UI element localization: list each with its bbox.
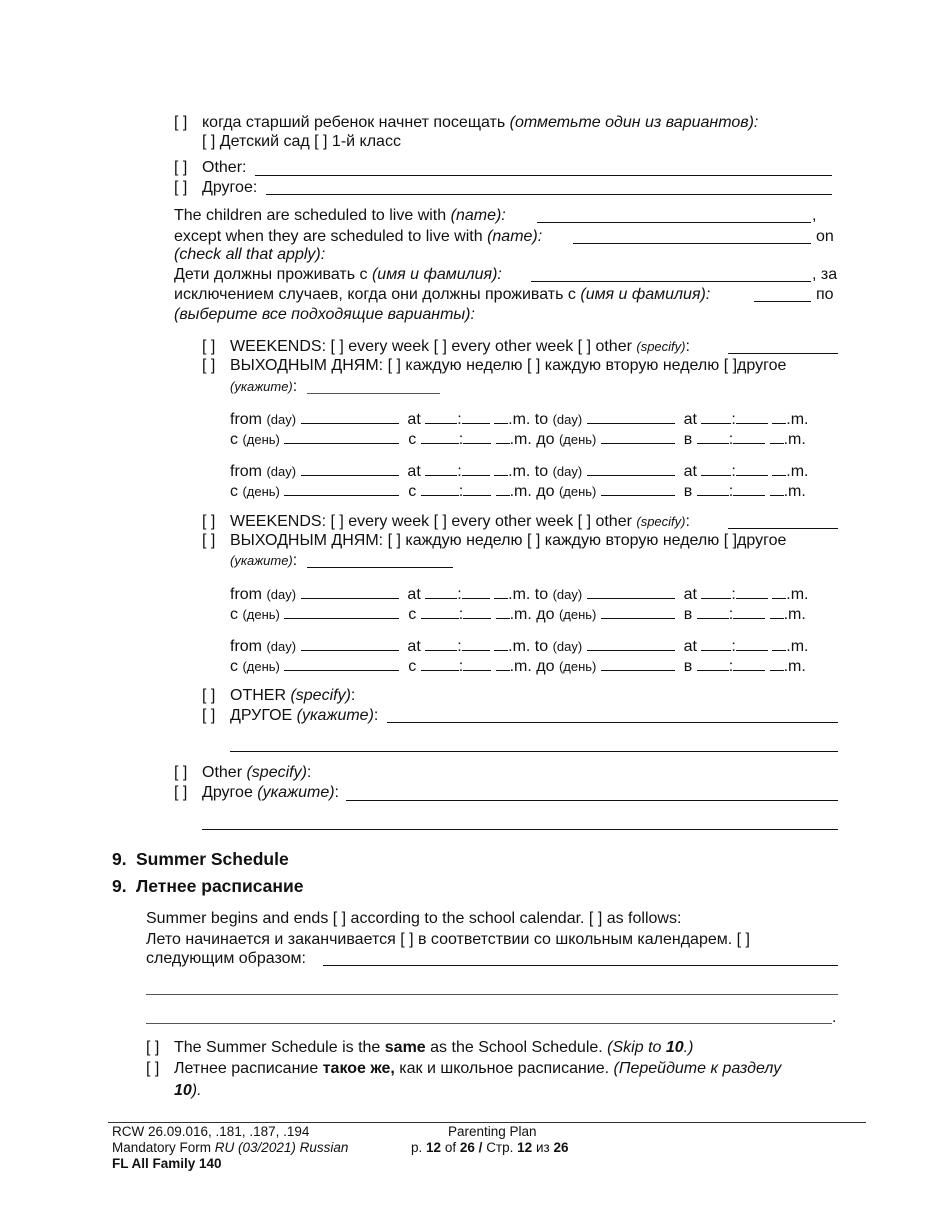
minute-field[interactable] bbox=[736, 408, 768, 424]
colon: : bbox=[685, 338, 690, 355]
colon: : bbox=[731, 463, 736, 480]
checkbox[interactable]: [ ] bbox=[202, 357, 216, 374]
hour-field[interactable] bbox=[701, 460, 731, 476]
day-label: (day) bbox=[552, 412, 583, 427]
v-label: в bbox=[683, 606, 693, 623]
hour-field[interactable] bbox=[421, 428, 459, 444]
m-label: .m. bbox=[786, 586, 809, 603]
ampm-field[interactable] bbox=[494, 635, 508, 651]
time-row-en bbox=[230, 460, 808, 481]
section-9-title-en bbox=[112, 850, 289, 869]
skip-ru-number-line bbox=[174, 1081, 202, 1100]
other-specify-ru bbox=[202, 706, 378, 725]
section-title: Летнее расписание bbox=[136, 876, 304, 896]
m-do-label: .m. до bbox=[509, 658, 555, 675]
weekends-en-label: WEEKENDS: [ ] every week [ ] every other week [ ] other bbox=[230, 513, 632, 530]
weekends-en-row-1 bbox=[202, 337, 690, 356]
page-number-ru: 12 bbox=[517, 1140, 533, 1155]
other2-field-2[interactable] bbox=[202, 829, 838, 830]
except-ru-name-field[interactable] bbox=[754, 301, 811, 302]
to-day-field[interactable] bbox=[587, 408, 675, 424]
skip-ru-text: (Перейдите к разделу bbox=[613, 1060, 782, 1077]
other-en-label: Other: bbox=[202, 159, 247, 176]
den-label: (день) bbox=[242, 484, 280, 499]
from-label: from bbox=[230, 638, 262, 655]
other2-ru bbox=[174, 783, 339, 802]
m-to-label: .m. to bbox=[508, 638, 549, 655]
colon: : bbox=[306, 764, 312, 781]
section-title: Summer Schedule bbox=[136, 849, 289, 869]
checkbox[interactable]: [ ] bbox=[174, 159, 188, 176]
from-day-field[interactable] bbox=[284, 603, 399, 619]
at-label: at bbox=[407, 411, 421, 428]
to-day-field[interactable] bbox=[601, 655, 675, 671]
colon: : bbox=[458, 483, 464, 500]
other2-field[interactable] bbox=[346, 800, 838, 801]
from-day-field[interactable] bbox=[301, 408, 399, 424]
from-day-field[interactable] bbox=[301, 635, 399, 651]
colon: : bbox=[728, 431, 734, 448]
checkbox[interactable]: [ ] bbox=[202, 513, 216, 530]
time-row-ru bbox=[230, 480, 806, 501]
section-9-title-ru bbox=[112, 877, 303, 896]
drugoe-label: ДРУГОЕ bbox=[230, 707, 293, 724]
weekends-ru-row-1 bbox=[202, 356, 786, 375]
den-label: (день) bbox=[558, 432, 597, 447]
s-label: с bbox=[230, 606, 238, 623]
colon: : bbox=[350, 687, 356, 704]
hour-field[interactable] bbox=[425, 583, 457, 599]
minute-field[interactable] bbox=[733, 428, 765, 444]
ampm-field[interactable] bbox=[494, 408, 508, 424]
footer-rule bbox=[108, 1122, 866, 1123]
hour-field[interactable] bbox=[697, 428, 729, 444]
v-label: в bbox=[683, 483, 693, 500]
day-label: (day) bbox=[266, 639, 297, 654]
hour-field[interactable] bbox=[425, 460, 457, 476]
mandatory-version: RU (03/2021) Russian bbox=[214, 1140, 349, 1155]
minute-field[interactable] bbox=[462, 460, 490, 476]
summer-line1: Summer begins and ends [ ] according to the school calendar. [ ] as follows: bbox=[146, 910, 682, 927]
hour-field[interactable] bbox=[697, 603, 729, 619]
to-day-field[interactable] bbox=[587, 635, 675, 651]
colon: : bbox=[731, 586, 736, 603]
same-schedule-ru bbox=[146, 1059, 781, 1078]
checkbox[interactable]: [ ] bbox=[146, 1039, 160, 1056]
m-label: .m. bbox=[783, 431, 806, 448]
same-ru-bold: такое же, bbox=[322, 1060, 395, 1077]
s-label: с bbox=[408, 483, 417, 500]
minute-field[interactable] bbox=[463, 603, 491, 619]
s-label: с bbox=[408, 431, 417, 448]
ampm-field[interactable] bbox=[494, 583, 508, 599]
colon: : bbox=[457, 638, 462, 655]
skip-ru-number: 10 bbox=[174, 1082, 192, 1099]
m-label: .m. bbox=[783, 658, 806, 675]
skip-number: 10 bbox=[665, 1039, 684, 1056]
v-label: в bbox=[683, 431, 693, 448]
ukazhite-field-1[interactable] bbox=[307, 393, 440, 394]
colon: : bbox=[728, 658, 734, 675]
colon: : bbox=[457, 463, 462, 480]
hour-field[interactable] bbox=[421, 655, 459, 671]
live-ru-name-field[interactable] bbox=[531, 281, 811, 282]
m-do-label: .m. до bbox=[509, 606, 555, 623]
den-label: (день) bbox=[242, 432, 280, 447]
period: . bbox=[832, 1009, 837, 1026]
time-row-ru bbox=[230, 428, 806, 449]
m-to-label: .m. to bbox=[508, 586, 549, 603]
ukazhite-label: (укажите) bbox=[296, 707, 374, 724]
summer-line3: следующим образом: bbox=[146, 950, 306, 967]
footer-page bbox=[411, 1140, 568, 1156]
s-label: с bbox=[230, 483, 238, 500]
weekends-ru-row-2 bbox=[202, 531, 786, 550]
day-label: (day) bbox=[266, 464, 297, 479]
same-en-text: The Summer Schedule is the bbox=[174, 1039, 381, 1056]
other-en-field[interactable] bbox=[255, 175, 832, 176]
same-en-text2: as the School Schedule. bbox=[430, 1039, 603, 1056]
weekends-specify-field-2[interactable] bbox=[728, 528, 838, 529]
hour-field[interactable] bbox=[421, 603, 459, 619]
day-label: (day) bbox=[552, 639, 583, 654]
minute-field[interactable] bbox=[733, 603, 765, 619]
minute-field[interactable] bbox=[736, 635, 768, 651]
weekends-en-label: WEEKENDS: [ ] every week [ ] every other week [ ] other bbox=[230, 338, 632, 355]
live-ru-line1 bbox=[174, 265, 502, 284]
colon: : bbox=[292, 552, 298, 569]
ukazhite-label: (укажите) bbox=[257, 784, 335, 801]
minute-field[interactable] bbox=[733, 480, 765, 496]
day-label: (day) bbox=[552, 464, 583, 479]
checkbox[interactable]: [ ] bbox=[202, 532, 216, 549]
ampm-field[interactable] bbox=[496, 428, 510, 444]
hour-field[interactable] bbox=[701, 583, 731, 599]
other2-label: Other bbox=[202, 764, 243, 781]
minute-field[interactable] bbox=[463, 655, 491, 671]
minute-field[interactable] bbox=[736, 583, 768, 599]
den-label: (день) bbox=[558, 607, 597, 622]
summer-line2: Лето начинается и заканчивается [ ] в соответствии со школьным календарем. [ ] bbox=[146, 931, 750, 948]
school-options[interactable]: [ ] Детский сад [ ] 1-й класс bbox=[202, 133, 401, 150]
ampm-field[interactable] bbox=[496, 655, 510, 671]
hour-field[interactable] bbox=[425, 408, 457, 424]
other-ru-label: Другое: bbox=[202, 179, 258, 196]
live-ru-note: (имя и фамилия): bbox=[371, 266, 502, 283]
at-label: at bbox=[683, 463, 697, 480]
colon: : bbox=[457, 586, 462, 603]
weekends-ru-label: ВЫХОДНЫМ ДНЯМ: [ ] каждую неделю [ ] каждую вторую неделю [ ]другое bbox=[230, 357, 787, 374]
hour-field[interactable] bbox=[697, 655, 729, 671]
other-en-row bbox=[174, 158, 246, 177]
at-label: at bbox=[407, 586, 421, 603]
except-ru-text: исключением случаев, когда они должны проживать с bbox=[174, 286, 576, 303]
checkbox[interactable]: [ ] bbox=[174, 114, 188, 131]
oldest-child-text: когда старший ребенок начнет посещать bbox=[202, 114, 506, 131]
m-label: .m. bbox=[786, 638, 809, 655]
m-label: .m. bbox=[783, 483, 806, 500]
den-label: (день) bbox=[558, 484, 597, 499]
colon: : bbox=[458, 658, 464, 675]
live-ru-line2 bbox=[174, 285, 710, 304]
m-label: .m. bbox=[786, 463, 809, 480]
oldest-child-row bbox=[174, 113, 758, 132]
specify-label: (specify) bbox=[636, 339, 686, 354]
same-schedule-en bbox=[146, 1038, 693, 1057]
to-day-field[interactable] bbox=[587, 583, 675, 599]
live-en-line1 bbox=[174, 206, 506, 225]
ampm-field[interactable] bbox=[496, 480, 510, 496]
ampm-field[interactable] bbox=[770, 428, 784, 444]
on-text: on bbox=[816, 228, 834, 245]
comma: , bbox=[812, 207, 817, 224]
ampm-field[interactable] bbox=[770, 480, 784, 496]
skip-ru-end: ). bbox=[191, 1082, 202, 1099]
to-day-field[interactable] bbox=[601, 428, 675, 444]
colon: : bbox=[457, 411, 462, 428]
at-label: at bbox=[683, 586, 697, 603]
colon: : bbox=[292, 378, 298, 395]
footer-form-id: FL All Family 140 bbox=[112, 1156, 222, 1171]
same-en-bold: same bbox=[384, 1039, 426, 1056]
m-do-label: .m. до bbox=[509, 431, 555, 448]
live-name-field[interactable] bbox=[537, 222, 811, 223]
time-row-en bbox=[230, 583, 808, 604]
hour-field[interactable] bbox=[701, 408, 731, 424]
hour-field[interactable] bbox=[425, 635, 457, 651]
other-specify-field-2[interactable] bbox=[230, 751, 838, 752]
m-to-label: .m. to bbox=[508, 463, 549, 480]
specify-label: (specify) bbox=[246, 764, 307, 781]
to-day-field[interactable] bbox=[587, 460, 675, 476]
from-label: from bbox=[230, 463, 262, 480]
colon: : bbox=[458, 431, 464, 448]
colon: : bbox=[731, 638, 736, 655]
summer-field-1[interactable] bbox=[323, 965, 838, 966]
time-row-ru bbox=[230, 603, 806, 624]
ampm-field[interactable] bbox=[772, 635, 786, 651]
colon: : bbox=[685, 513, 690, 530]
from-label: from bbox=[230, 586, 262, 603]
mandatory-text: Mandatory Form bbox=[112, 1140, 212, 1155]
from-day-field[interactable] bbox=[284, 655, 399, 671]
section-number: 9. bbox=[112, 876, 127, 896]
live-en-text: The children are scheduled to live with bbox=[174, 207, 447, 224]
skip-note bbox=[607, 1039, 693, 1056]
minute-field[interactable] bbox=[463, 428, 491, 444]
za-text: , за bbox=[812, 266, 838, 283]
day-label: (day) bbox=[266, 412, 297, 427]
other-ru-field[interactable] bbox=[266, 194, 832, 195]
check-all-ru: (выберите все подходящие варианты): bbox=[174, 306, 475, 323]
s-label: с bbox=[230, 658, 238, 675]
from-day-field[interactable] bbox=[301, 583, 399, 599]
except-note: (name): bbox=[487, 228, 543, 245]
same-ru-text2: как и школьное расписание. bbox=[399, 1060, 610, 1077]
minute-field[interactable] bbox=[462, 635, 490, 651]
colon: : bbox=[728, 606, 734, 623]
s-label: с bbox=[408, 606, 417, 623]
colon: : bbox=[731, 411, 736, 428]
at-label: at bbox=[407, 463, 421, 480]
checkbox[interactable]: [ ] bbox=[174, 179, 188, 196]
at-label: at bbox=[683, 411, 697, 428]
m-do-label: .m. до bbox=[509, 483, 555, 500]
checkbox[interactable]: [ ] bbox=[202, 338, 216, 355]
ampm-field[interactable] bbox=[770, 603, 784, 619]
colon: : bbox=[458, 606, 464, 623]
time-row-en bbox=[230, 635, 808, 656]
m-label: .m. bbox=[786, 411, 809, 428]
minute-field[interactable] bbox=[462, 408, 490, 424]
ampm-field[interactable] bbox=[772, 408, 786, 424]
except-name-field[interactable] bbox=[573, 243, 811, 244]
m-label: .m. bbox=[783, 606, 806, 623]
str-label: Стр. bbox=[486, 1140, 514, 1155]
same-ru-text: Летнее расписание bbox=[174, 1060, 319, 1077]
ampm-field[interactable] bbox=[772, 460, 786, 476]
ukazhite-row-2 bbox=[230, 551, 297, 570]
live-en-note: (name): bbox=[450, 207, 506, 224]
skip-text: (Skip to bbox=[607, 1039, 662, 1056]
from-day-field[interactable] bbox=[301, 460, 399, 476]
checkbox[interactable]: [ ] bbox=[202, 687, 216, 704]
summer-field-3[interactable] bbox=[146, 1023, 832, 1024]
colon: : bbox=[373, 707, 379, 724]
at-label: at bbox=[407, 638, 421, 655]
other-specify-en bbox=[202, 686, 355, 705]
den-label: (день) bbox=[242, 659, 280, 674]
section-number: 9. bbox=[112, 849, 127, 869]
oldest-child-note: (отметьте один из вариантов): bbox=[509, 114, 759, 131]
page-total: 26 bbox=[459, 1140, 475, 1155]
iz-label: из bbox=[535, 1140, 550, 1155]
ukazhite-label: (укажите) bbox=[230, 553, 293, 568]
day-label: (day) bbox=[552, 587, 583, 602]
to-day-field[interactable] bbox=[601, 480, 675, 496]
specify-label: (specify) bbox=[636, 514, 686, 529]
s-label: с bbox=[230, 431, 238, 448]
s-label: с bbox=[408, 658, 417, 675]
checkbox[interactable]: [ ] bbox=[174, 784, 188, 801]
minute-field[interactable] bbox=[463, 480, 491, 496]
ampm-field[interactable] bbox=[772, 583, 786, 599]
po-text: по bbox=[816, 286, 834, 303]
hour-field[interactable] bbox=[701, 635, 731, 651]
day-label: (day) bbox=[266, 587, 297, 602]
minute-field[interactable] bbox=[462, 583, 490, 599]
from-day-field[interactable] bbox=[284, 428, 399, 444]
page-number: 12 bbox=[426, 1140, 442, 1155]
time-row-ru bbox=[230, 655, 806, 676]
v-label: в bbox=[683, 658, 693, 675]
from-label: from bbox=[230, 411, 262, 428]
summer-field-2[interactable] bbox=[146, 994, 838, 995]
colon: : bbox=[728, 483, 734, 500]
slash: / bbox=[478, 1140, 483, 1155]
time-row-en bbox=[230, 408, 808, 429]
hour-field[interactable] bbox=[421, 480, 459, 496]
weekends-specify-field-1[interactable] bbox=[728, 353, 838, 354]
at-label: at bbox=[683, 638, 697, 655]
m-to-label: .m. to bbox=[508, 411, 549, 428]
other-ru-row bbox=[174, 178, 257, 197]
minute-field[interactable] bbox=[733, 655, 765, 671]
live-en-line2 bbox=[174, 227, 542, 246]
from-day-field[interactable] bbox=[284, 480, 399, 496]
ukazhite-label: (укажите) bbox=[230, 379, 293, 394]
checkbox[interactable]: [ ] bbox=[174, 764, 188, 781]
live-ru-text: Дети должны проживать с bbox=[174, 266, 368, 283]
checkbox[interactable]: [ ] bbox=[202, 707, 216, 724]
page-total-ru: 26 bbox=[553, 1140, 569, 1155]
minute-field[interactable] bbox=[736, 460, 768, 476]
den-label: (день) bbox=[242, 607, 280, 622]
except-ru-note: (имя и фамилия): bbox=[580, 286, 711, 303]
footer-title: Parenting Plan bbox=[448, 1124, 537, 1139]
of-label: of bbox=[444, 1140, 457, 1155]
other-label: OTHER bbox=[230, 687, 286, 704]
ampm-field[interactable] bbox=[770, 655, 784, 671]
weekends-en-row-2 bbox=[202, 512, 690, 531]
weekends-ru-label: ВЫХОДНЫМ ДНЯМ: [ ] каждую неделю [ ] каждую вторую неделю [ ]другое bbox=[230, 532, 787, 549]
specify-label: (specify) bbox=[290, 687, 351, 704]
other-specify-field[interactable] bbox=[387, 722, 838, 723]
to-day-field[interactable] bbox=[601, 603, 675, 619]
ampm-field[interactable] bbox=[494, 460, 508, 476]
footer-rcw: RCW 26.09.016, .181, .187, .194 bbox=[112, 1124, 310, 1139]
other2-en bbox=[174, 763, 311, 782]
ukazhite-field-2[interactable] bbox=[307, 567, 453, 568]
den-label: (день) bbox=[558, 659, 597, 674]
except-text: except when they are scheduled to live with bbox=[174, 228, 483, 245]
colon: : bbox=[334, 784, 339, 801]
ampm-field[interactable] bbox=[496, 603, 510, 619]
checkbox[interactable]: [ ] bbox=[146, 1060, 160, 1077]
hour-field[interactable] bbox=[697, 480, 729, 496]
p-label: p. bbox=[411, 1140, 423, 1155]
footer-mandatory bbox=[112, 1140, 348, 1156]
ukazhite-row-1 bbox=[230, 377, 297, 396]
drugoe2-label: Другое bbox=[202, 784, 253, 801]
skip-end: .) bbox=[683, 1039, 694, 1056]
check-all-en: (check all that apply): bbox=[174, 246, 326, 263]
